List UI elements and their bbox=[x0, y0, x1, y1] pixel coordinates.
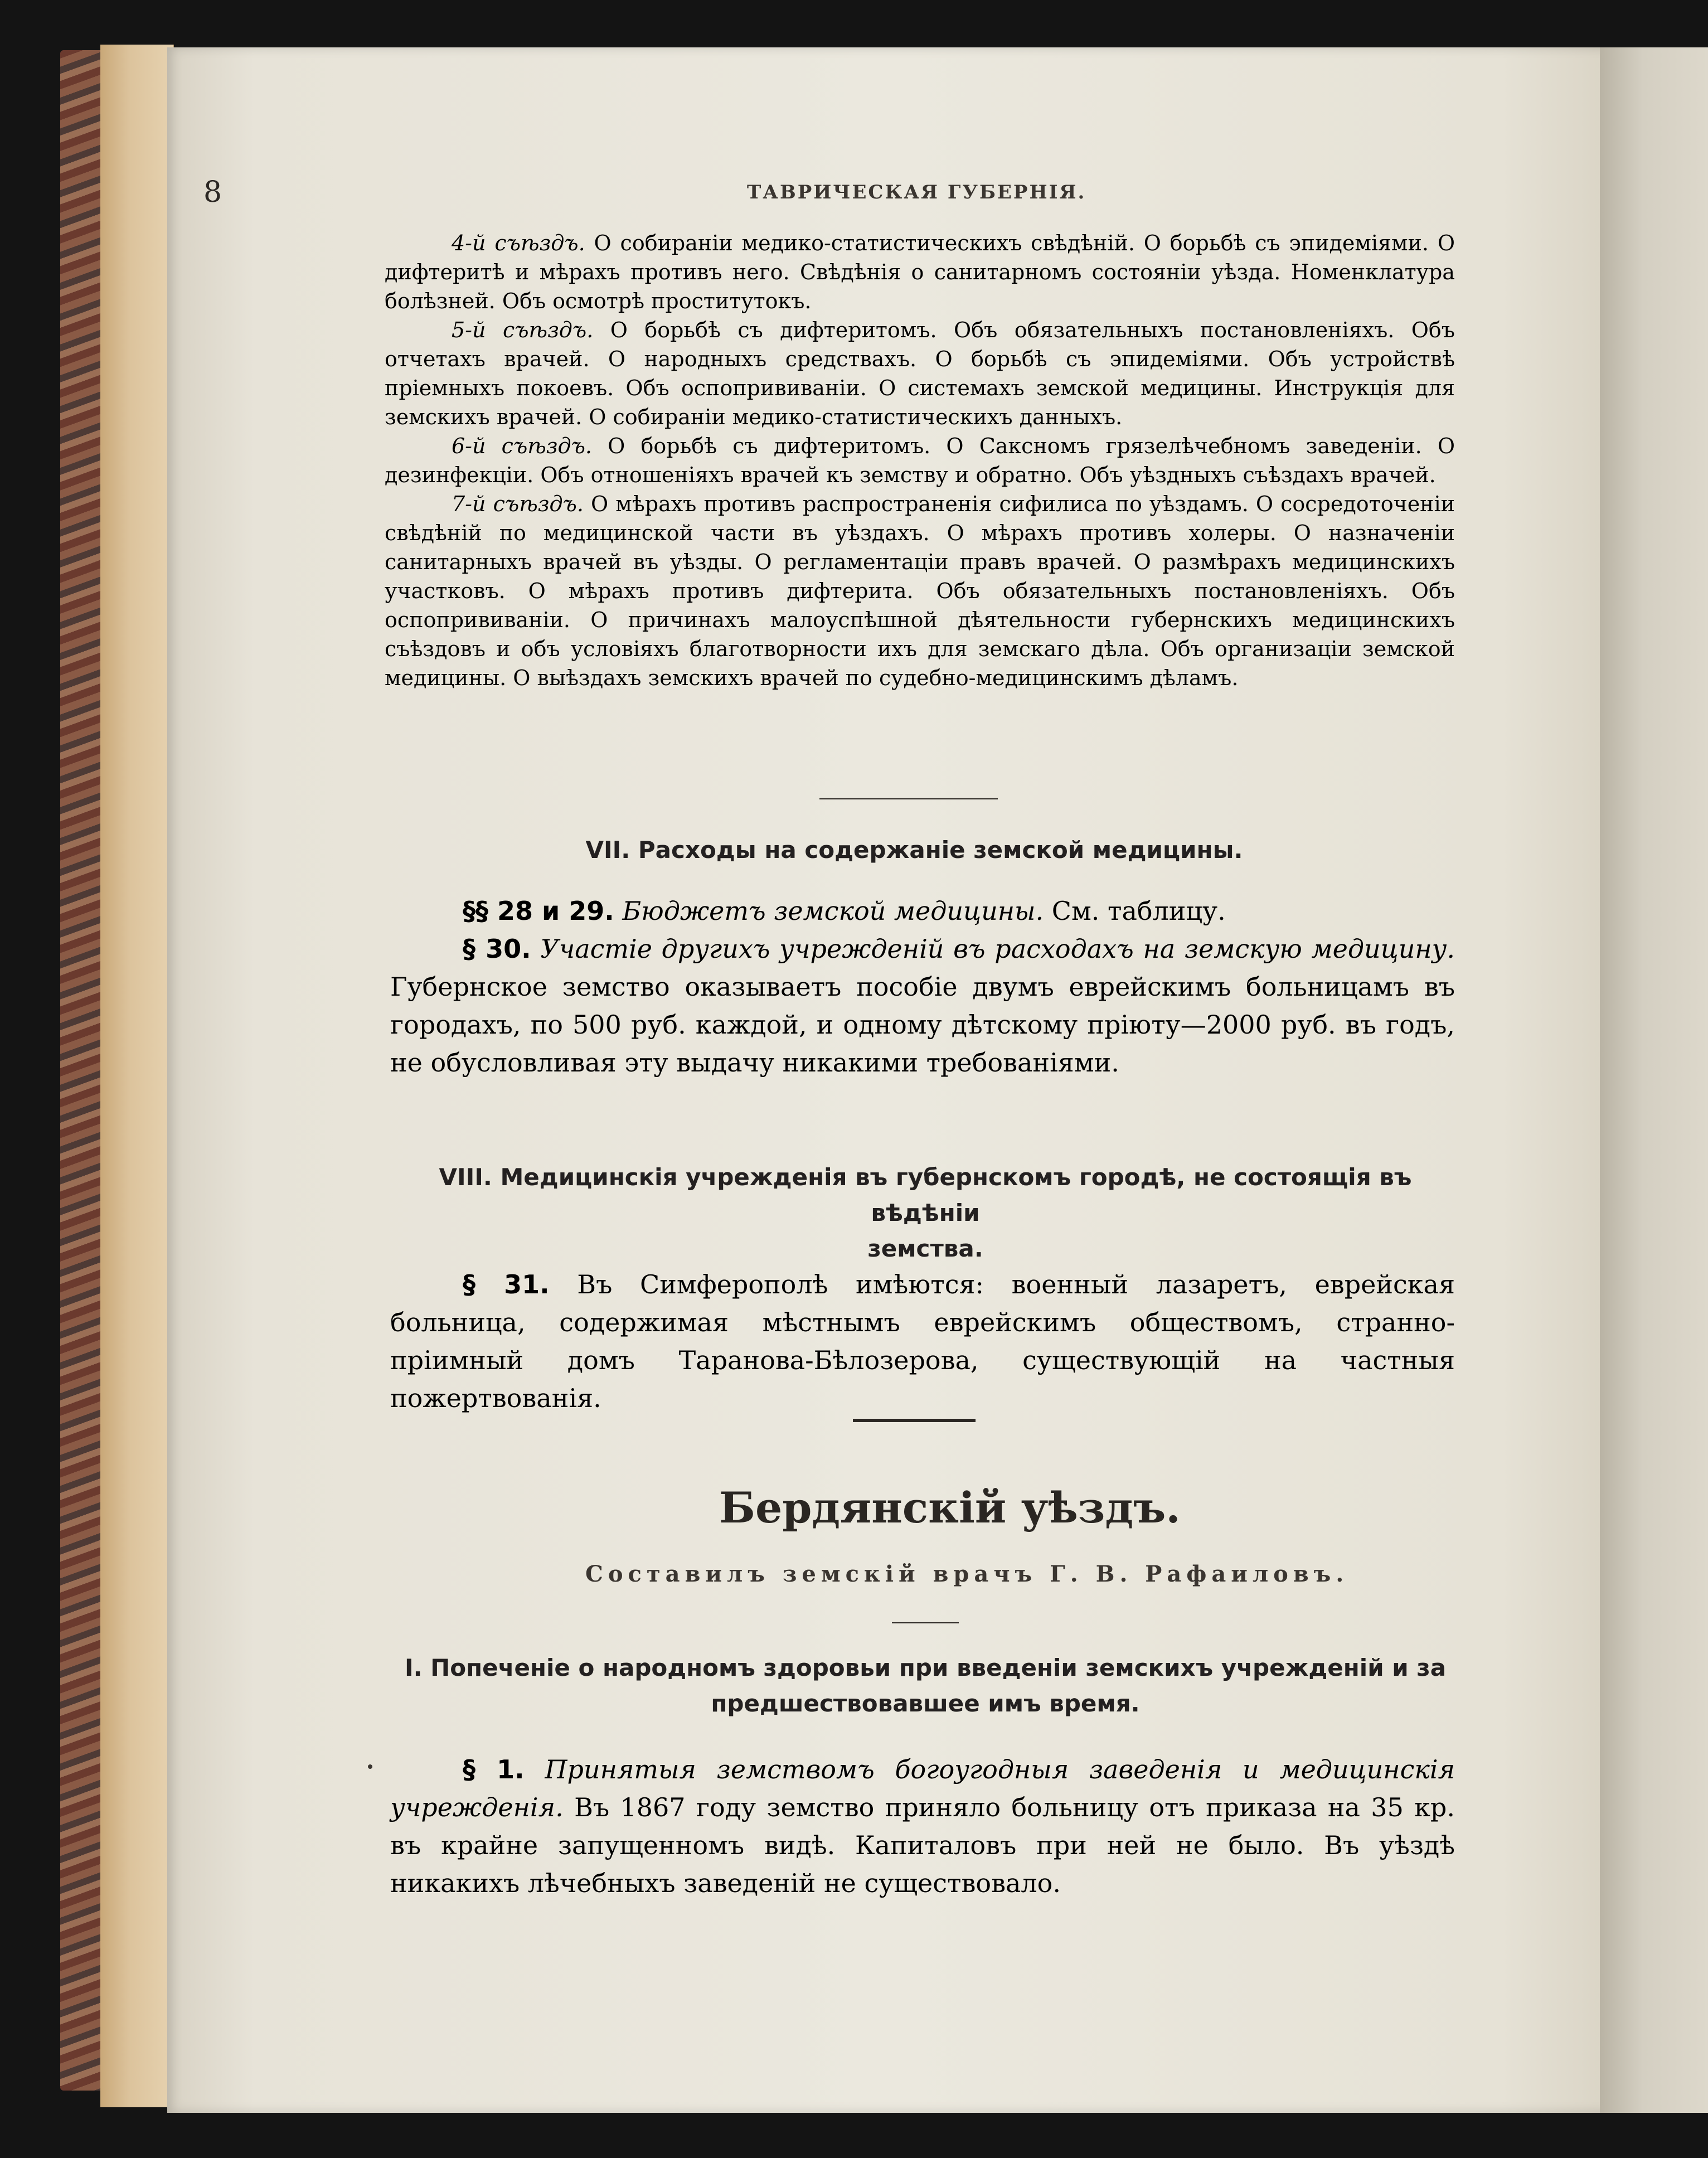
running-head: ТАВРИЧЕСКАЯ ГУБЕРНІЯ. bbox=[747, 181, 1086, 203]
section-i-heading bbox=[390, 1650, 1460, 1721]
section-i-body bbox=[390, 1750, 1455, 1902]
congress-item bbox=[385, 489, 1455, 692]
paragraph-30 bbox=[390, 930, 1455, 1082]
section-number: §§ 28 и 29. bbox=[463, 896, 614, 926]
heading-line: земства. bbox=[867, 1235, 983, 1262]
paragraph-text: Въ 1867 году земство приняло больницу отъ приказа на 35 кр. въ крайне запущенномъ видѣ. Капиталовъ при ней не было. Въ уѣздѣ никакихъ лѣчебныхъ заведеній не существовало. bbox=[390, 1792, 1455, 1898]
congress-text: О борьбѣ съ дифтеритомъ. Объ обязательныхъ постановленіяхъ. Объ отчетахъ врачей. О народныхъ средствахъ. О борьбѣ съ эпидеміями. Объ устройствѣ пріемныхъ покоевъ. Объ оспопрививаніи. О системахъ земской медицины. Инструкція для земскихъ врачей. О собираніи медико-статистическихъ данныхъ. bbox=[385, 318, 1455, 429]
paragraph-text: См. таблицу. bbox=[1044, 896, 1226, 926]
paragraph-title: Бюджетъ земской медицины. bbox=[614, 896, 1044, 926]
congress-label: 6-й съѣздъ. bbox=[452, 434, 593, 458]
paragraph-1 bbox=[390, 1750, 1455, 1902]
page-number: 8 bbox=[203, 176, 222, 209]
section-vii-body bbox=[390, 892, 1455, 1082]
congress-item bbox=[385, 316, 1455, 431]
paragraph-31 bbox=[390, 1265, 1455, 1417]
congress-label: 4-й съѣздъ. bbox=[452, 231, 585, 255]
congress-list bbox=[385, 229, 1455, 692]
paragraph-text: Губернское земство оказываетъ пособіе двумъ еврейскимъ больницамъ въ городахъ, по 500 руб. каждой, и одному дѣтскому пріюту—2000 руб. въ годъ, не обусловливая эту выдачу никакими требованіями. bbox=[390, 972, 1455, 1078]
congress-text: О мѣрахъ противъ распространенія сифилиса по уѣздамъ. О сосредоточеніи свѣдѣній по медицинской части въ уѣздахъ. О мѣрахъ противъ холеры. О назначеніи санитарныхъ врачей въ уѣзды. О регламентаціи правъ врачей. О размѣрахъ медицинскихъ участковъ. О мѣрахъ противъ дифтерита. Объ обязательныхъ постановленіяхъ. Объ оспопрививаніи. О причинахъ малоуспѣшной дѣятельности губернскихъ медицинскихъ съѣздовъ и объ условіяхъ благотворности ихъ для земскаго дѣла. Объ организаціи земской медицины. О выѣздахъ земскихъ врачей по судебно-медицинскимъ дѣламъ. bbox=[385, 492, 1455, 690]
section-number: § 31. bbox=[463, 1269, 550, 1299]
congress-text: О борьбѣ съ дифтеритомъ. О Саксномъ грязелѣчебномъ заведеніи. О дезинфекціи. Объ отношеніяхъ врачей къ земству и обратно. Объ уѣздныхъ съѣздахъ врачей. bbox=[385, 434, 1455, 487]
uezd-divider bbox=[853, 1419, 976, 1422]
section-viii-heading bbox=[390, 1160, 1460, 1267]
paragraph-title: Участіе другихъ учрежденій въ расходахъ на земскую медицину. bbox=[531, 934, 1455, 964]
paragraph-text: Въ Симферополѣ имѣются: военный лазаретъ, еврейская больница, содержимая мѣстнымъ еврейскимъ обществомъ, странно-пріимный домъ Таранова-Бѣлозерова, существующій на частныя пожертвованія. bbox=[390, 1269, 1455, 1413]
heading-line: VIII. Медицинскія учрежденія въ губернскомъ городѣ, не состоящія въ вѣдѣніи bbox=[439, 1163, 1412, 1226]
book-cover-edge bbox=[60, 50, 106, 2091]
margin-dot bbox=[368, 1764, 372, 1769]
page-stack-edge bbox=[100, 45, 174, 2107]
congress-text: О собираніи медико-статистическихъ свѣдѣній. О борьбѣ съ эпидеміями. О дифтеритѣ и мѣрахъ противъ него. Свѣдѣнія о санитарномъ состояніи уѣзда. Номенклатура болѣзней. Объ осмотрѣ проститутокъ. bbox=[385, 231, 1455, 313]
section-divider bbox=[819, 798, 998, 799]
congress-item bbox=[385, 431, 1455, 489]
uezd-title: Бердянскій уѣздъ. bbox=[719, 1483, 1181, 1533]
section-number: § 1. bbox=[463, 1754, 525, 1784]
section-viii-body bbox=[390, 1265, 1455, 1417]
author-line: Составилъ земскій врачъ Г. В. Рафаиловъ. bbox=[585, 1561, 1349, 1587]
paragraph-28-29 bbox=[390, 892, 1455, 930]
heading-line: I. Попеченіе о народномъ здоровьи при введеніи земскихъ учрежденій и за bbox=[404, 1654, 1447, 1681]
heading-line: предшествовавшее имъ время. bbox=[711, 1690, 1140, 1717]
section-vii-heading: VII. Расходы на содержаніе земской медицины. bbox=[585, 836, 1243, 864]
congress-label: 5-й съѣздъ. bbox=[452, 318, 594, 342]
author-divider bbox=[892, 1622, 959, 1623]
congress-item bbox=[385, 229, 1455, 316]
paragraph-title: Принятыя земствомъ богоугодныя заведенія и медицинскія учрежденія. bbox=[390, 1754, 1455, 1822]
facing-page-edge bbox=[1600, 47, 1708, 2113]
congress-label: 7-й съѣздъ. bbox=[452, 492, 584, 516]
section-number: § 30. bbox=[463, 934, 531, 964]
